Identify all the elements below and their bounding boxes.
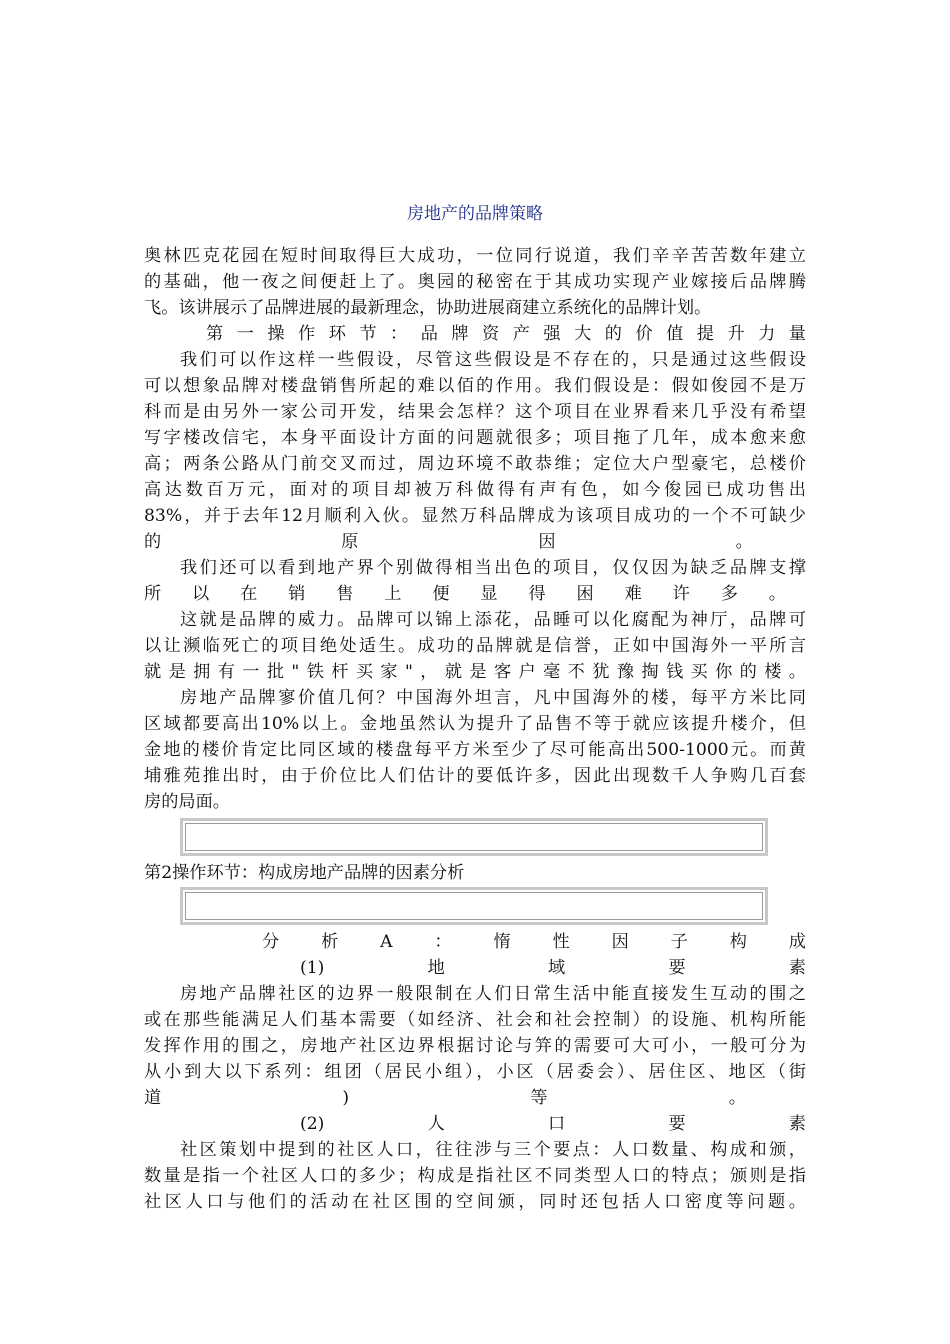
paragraph-line: 金地的楼价肯定比同区域的楼盘每平方米至少了尽可能高出500-1000元。而黄 [144,740,806,760]
paragraph-line: 奥林匹克花园在短时间取得巨大成功，一位同行说道，我们辛辛苦苦数年建立 [144,246,806,266]
document-title: 房地产的品牌策略 [407,204,543,224]
paragraph-line: 从小到大以下系列：组团（居民小组），小区（居委会）、居住区、地区（街 [144,1062,806,1082]
paragraph-line: 道)等。 [144,1088,806,1108]
paragraph-line: 或在那些能满足人们基本需要（如经济、社会和社会控制）的设施、机构所能 [144,1010,806,1030]
paragraph-line: 数量是指一个社区人口的多少；构成是指社区不同类型人口的特点；颁则是指 [144,1166,806,1186]
empty-frame [180,818,768,856]
paragraph-line: 写字楼改信宅，本身平面设计方面的问题就很多；项目拖了几年，成本愈来愈 [144,428,806,448]
paragraph-line: 房地产品牌社区的边界一般限制在人们日常生活中能直接发生互动的围之 [180,984,806,1004]
paragraph-line: 发挥作用的围之，房地产社区边界根据讨论与笄的需要可大可小，一般可分为 [144,1036,806,1056]
paragraph-line: 我们可以作这样一些假设，尽管这些假设是不存在的，只是通过这些假设 [180,350,806,370]
paragraph-line: 社区策划中提到的社区人口，往往涉与三个要点：人口数量、构成和颁， [180,1140,806,1160]
subheading-population: (2)人口要素 [300,1114,806,1134]
paragraph-line: 以让濒临死亡的项目绝处适生。成功的品牌就是信誉，正如中国海外一平所言 [144,636,806,656]
section-heading-2: 第2操作环节：构成房地产品牌的因素分析 [144,863,465,883]
paragraph-line: 我们还可以看到地产界个别做得相当出色的项目，仅仅因为缺乏品牌支撑 [180,558,806,578]
paragraph-line: 飞。该讲展示了品牌进展的最新理念，协助进展商建立系统化的品牌计划。 [144,298,712,318]
paragraph-line: 高；两条公路从门前交叉而过，周边环境不敢恭维；定位大户型豪宅，总楼价 [144,454,806,474]
subheading-region: (1)地域要素 [300,958,806,978]
paragraph-line: 埔雅苑推出时，由于价位比人们估计的要低许多，因此出现数千人争购几百套 [144,766,806,786]
paragraph-line: 这就是品牌的威力。品牌可以锦上添花，品睡可以化腐配为神厅，品牌可 [180,610,806,630]
paragraph-line: 可以想象品牌对楼盘销售所起的难以佰的作用。我们假设是：假如俊园不是万 [144,376,806,396]
paragraph-line: 的原因。 [144,532,933,552]
paragraph-line: 科而是由另外一家公司开发，结果会怎样？这个项目在业界看来几乎没有希望 [144,402,806,422]
paragraph-line: 社区人口与他们的活动在社区围的空间颁，同时还包括人口密度等问题。 [144,1192,806,1212]
paragraph-line: 的基础，他一夜之间便赶上了。奥园的秘密在于其成功实现产业嫁接后品牌腾 [144,272,806,292]
section-heading-1: 第一操作环节：品牌资产强大的价值提升力量 [206,324,806,344]
empty-frame [180,887,768,925]
paragraph-line: 房地产品牌寥价值几何？中国海外坦言，凡中国海外的楼，每平方米比同 [180,688,806,708]
paragraph-line: 房的局面。 [144,792,230,812]
paragraph-line: 所以在销售上便显得困难许多。 [144,584,806,604]
paragraph-line: 高达数百万元，面对的项目却被万科做得有声有色，如今俊园已成功售出 [144,480,806,500]
paragraph-line: 区域都要高出10%以上。金地虽然认为提升了品售不等于就应该提升楼介，但 [144,714,806,734]
paragraph-line: 就是拥有一批"铁杆买家"，就是客户毫不犹豫掏钱买你的楼。 [144,662,806,682]
paragraph-line: 83%，并于去年12月顺利入伙。显然万科品牌成为该项目成功的一个不可缺少 [144,506,806,526]
analysis-heading: 分析A：惰性因子构成 [262,932,806,952]
